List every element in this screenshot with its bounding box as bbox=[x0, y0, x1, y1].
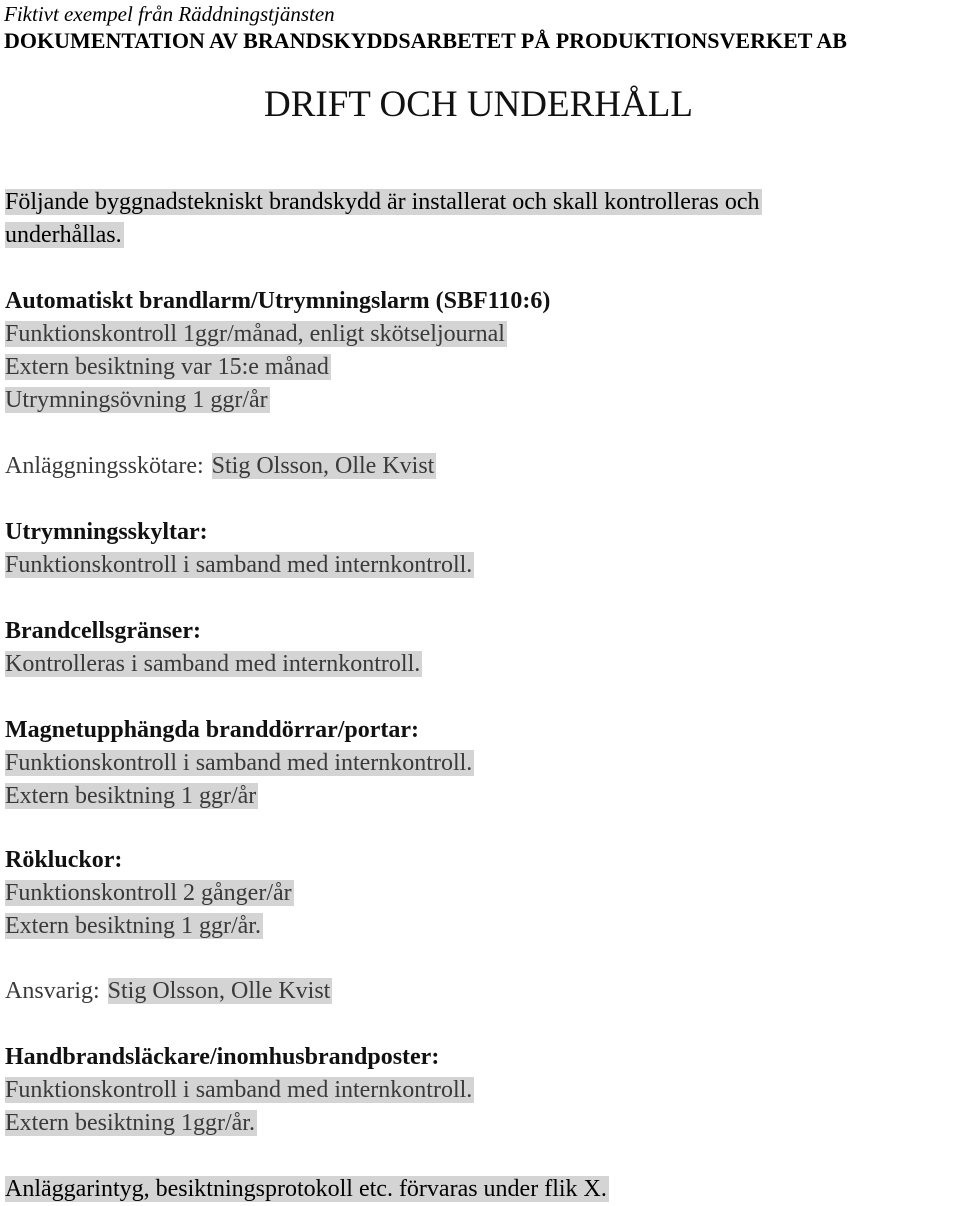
intro-line-2 bbox=[5, 219, 124, 252]
extinguishers-line-2 bbox=[5, 1107, 257, 1140]
smoke-hatches-text-2: Extern besiktning 1 ggr/år. bbox=[5, 913, 261, 939]
doors-line-1 bbox=[5, 747, 474, 780]
extinguishers-heading: Handbrandsläckare/inomhusbrandposter: bbox=[5, 1044, 440, 1070]
footer-note bbox=[5, 1173, 609, 1206]
alarm-text-2: Extern besiktning var 15:e månad bbox=[5, 354, 329, 380]
smoke-hatches-text-1: Funktionskontroll 2 gånger/år bbox=[5, 880, 292, 906]
caretaker-line bbox=[5, 450, 436, 483]
fire-cells-line-1 bbox=[5, 648, 422, 681]
smoke-hatches-line-2 bbox=[5, 910, 263, 943]
alarm-line-1 bbox=[5, 318, 507, 351]
alarm-line-2 bbox=[5, 351, 331, 384]
caretaker-names: Stig Olsson, Olle Kvist bbox=[211, 453, 435, 479]
extinguishers-line-1 bbox=[5, 1074, 474, 1107]
smoke-hatches-line-1 bbox=[5, 877, 294, 910]
extinguishers-text-2: Extern besiktning 1ggr/år. bbox=[5, 1110, 255, 1136]
alarm-text-1: Funktionskontroll 1ggr/månad, enligt skötseljournal bbox=[5, 321, 505, 347]
responsible-names: Stig Olsson, Olle Kvist bbox=[107, 978, 331, 1004]
doors-line-2 bbox=[5, 780, 258, 813]
fire-cells-text-1: Kontrolleras i samband med internkontroll. bbox=[5, 651, 421, 677]
responsible-label: Ansvarig: bbox=[5, 978, 106, 1004]
intro-text-2: underhållas. bbox=[5, 222, 122, 248]
caretaker-label: Anläggningsskötare: bbox=[5, 453, 210, 479]
alarm-heading: Automatiskt brandlarm/Utrymningslarm (SBF110:6) bbox=[5, 288, 551, 314]
smoke-hatches-heading: Rökluckor: bbox=[5, 847, 123, 873]
doors-text-1: Funktionskontroll i samband med internkontroll. bbox=[5, 750, 473, 776]
doors-heading: Magnetupphängda branddörrar/portar: bbox=[5, 717, 420, 743]
document-subtitle: Fiktivt exempel från Räddningstjänsten bbox=[4, 2, 335, 26]
alarm-text-3: Utrymningsövning 1 ggr/år bbox=[5, 387, 268, 413]
intro-text-1: Följande byggnadstekniskt brandskydd är installerat och skall kontrolleras och bbox=[5, 189, 760, 215]
exit-signs-heading: Utrymningsskyltar: bbox=[5, 519, 208, 545]
page-title: DRIFT OCH UNDERHÅLL bbox=[264, 84, 693, 125]
extinguishers-text-1: Funktionskontroll i samband med internkontroll. bbox=[5, 1077, 473, 1103]
fire-cells-heading: Brandcellsgränser: bbox=[5, 618, 201, 644]
document-header: DOKUMENTATION AV BRANDSKYDDSARBETET PÅ PRODUKTIONSVERKET AB bbox=[4, 28, 847, 53]
footer-note-text: Anläggarintyg, besiktningsprotokoll etc. förvaras under flik X. bbox=[5, 1176, 607, 1202]
alarm-line-3 bbox=[5, 384, 270, 417]
exit-signs-line-1 bbox=[5, 549, 474, 582]
doors-text-2: Extern besiktning 1 ggr/år bbox=[5, 783, 257, 809]
intro-line-1 bbox=[5, 186, 762, 219]
responsible-line bbox=[5, 975, 332, 1008]
exit-signs-text-1: Funktionskontroll i samband med internkontroll. bbox=[5, 552, 473, 578]
